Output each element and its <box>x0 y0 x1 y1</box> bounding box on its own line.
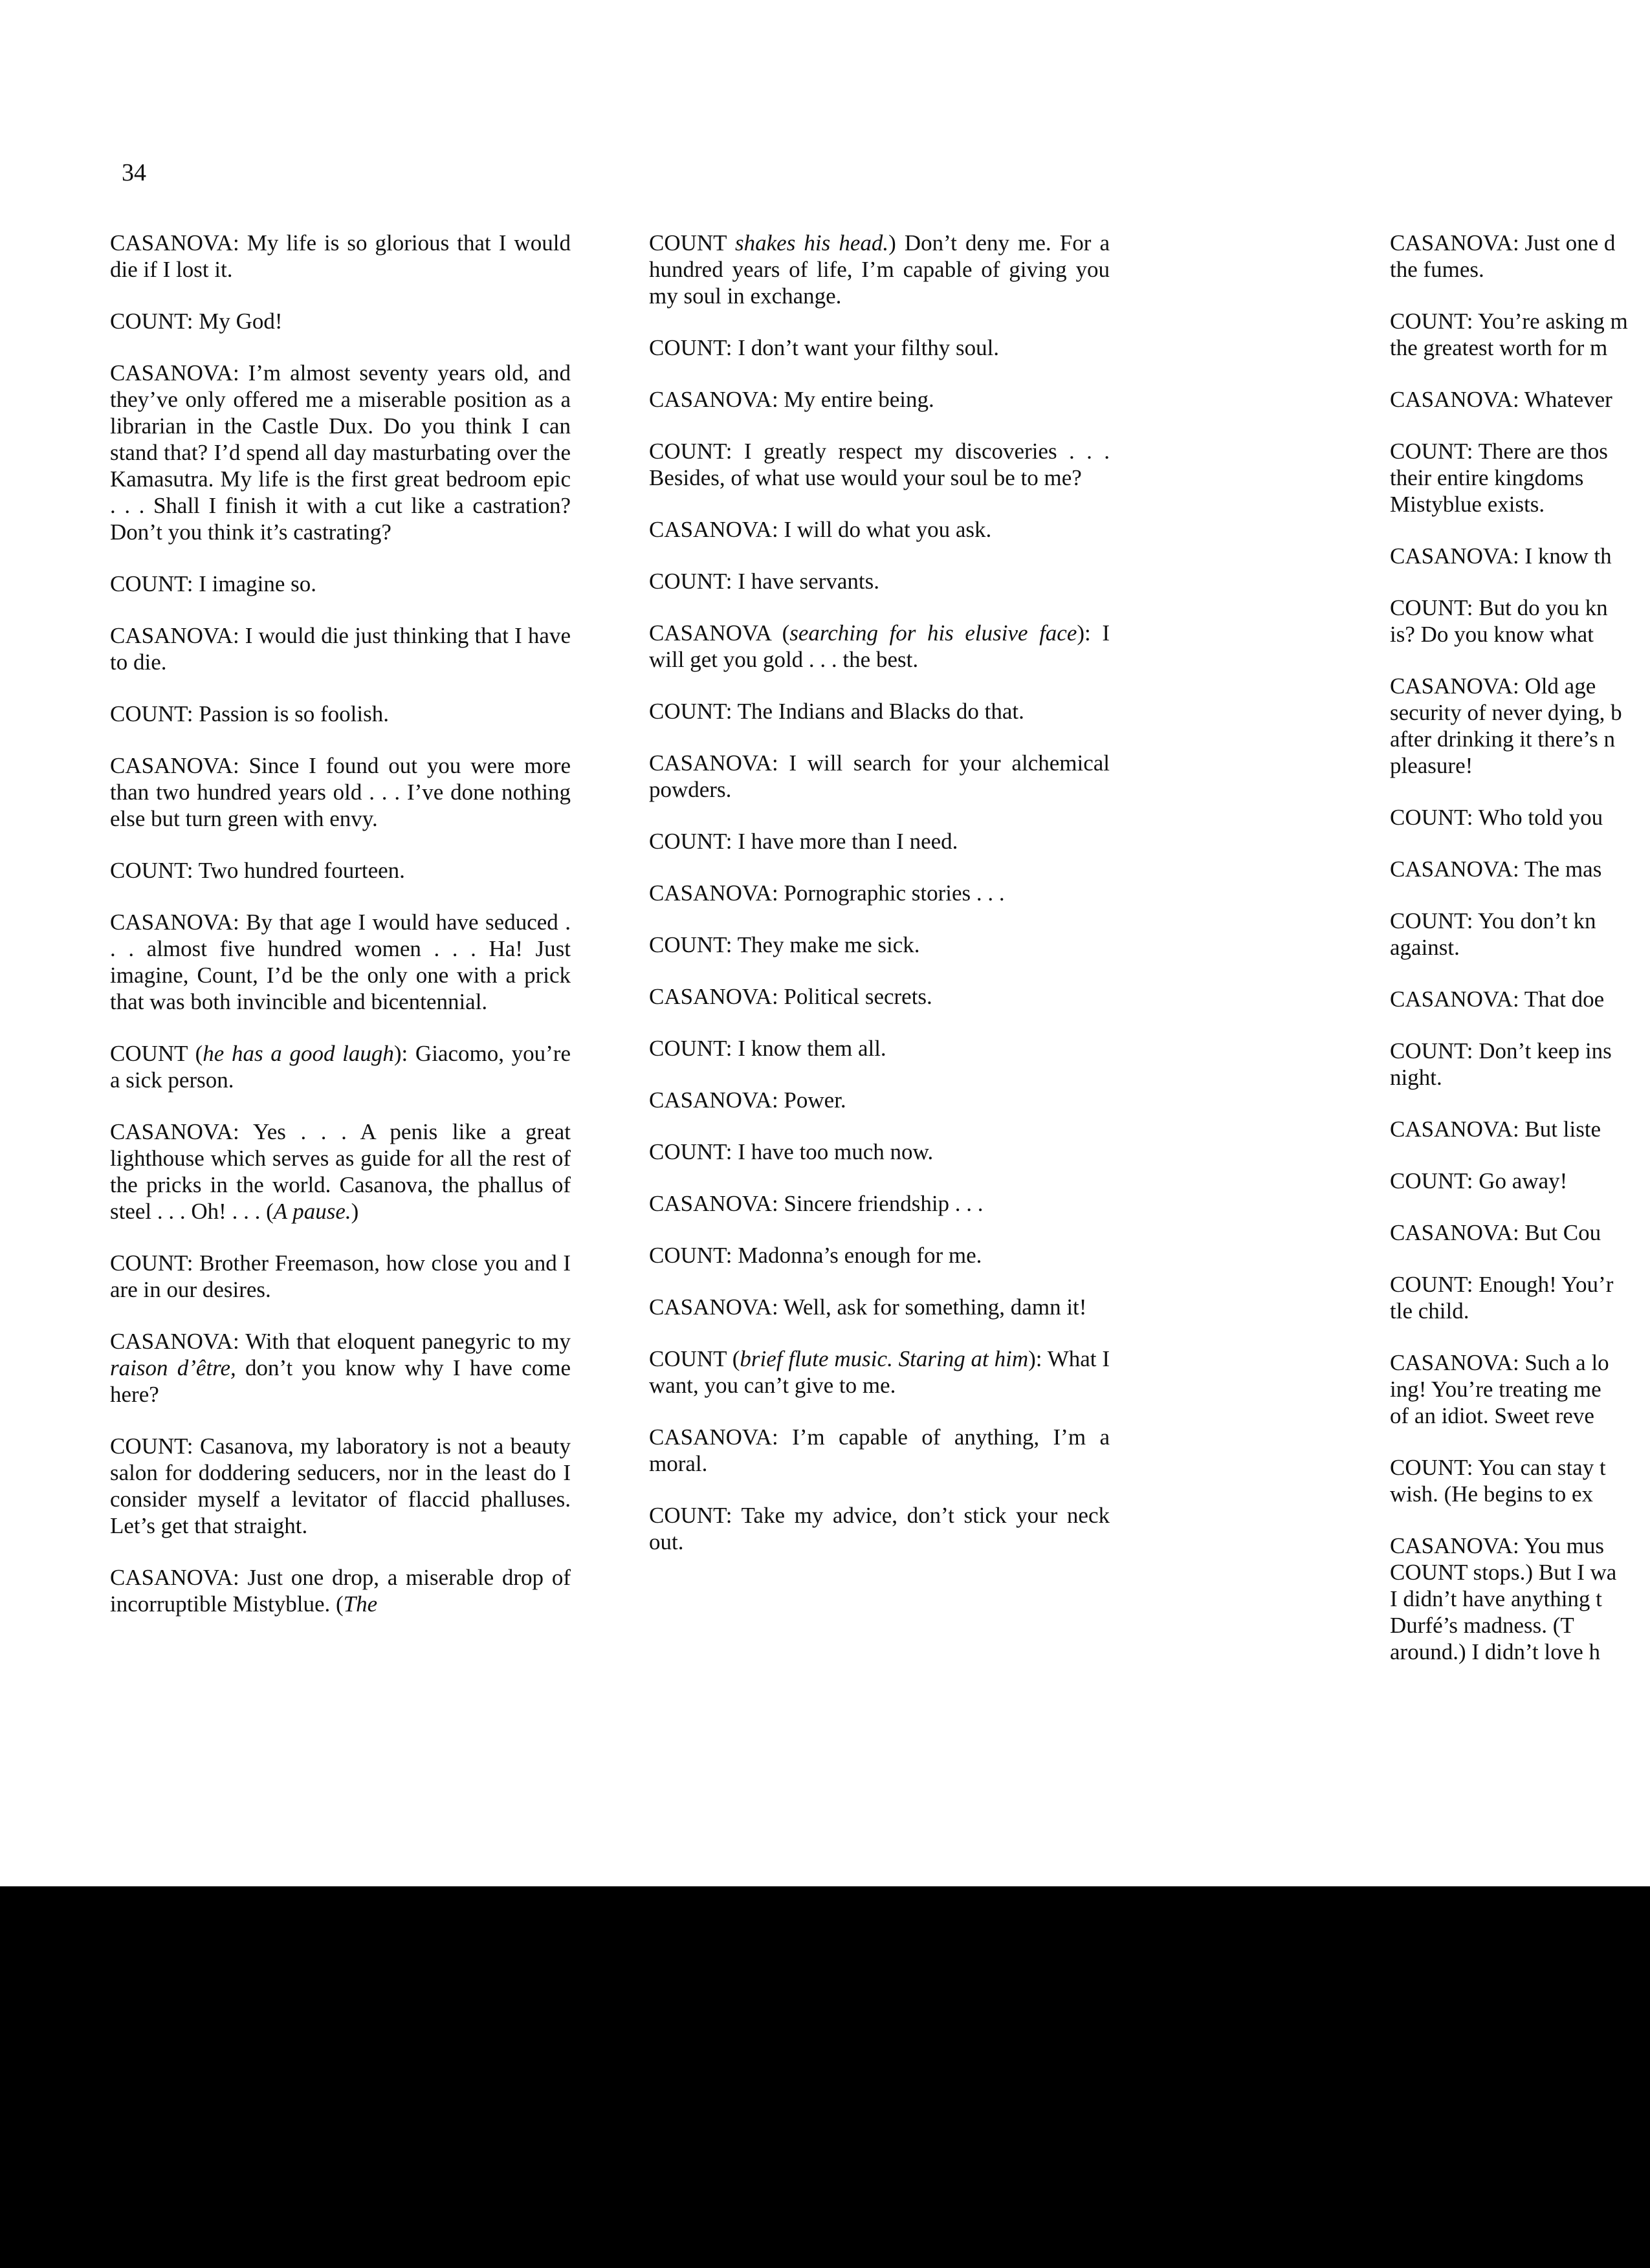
dialogue-paragraph: CASANOVA: Since I found out you were more than two hundred years old . . . I’ve done nothing else but turn green with envy. <box>110 753 571 831</box>
text-column-left <box>110 230 571 1642</box>
stage-direction: he has a good laugh <box>203 1041 394 1066</box>
text-line: COUNT: You don’t kn <box>1390 908 1596 933</box>
dialogue-paragraph: CASANOVA: Power. <box>649 1087 846 1113</box>
stage-direction: brief flute music. Staring at him <box>740 1346 1029 1371</box>
dialogue-paragraph <box>649 1346 1110 1399</box>
text-line: CASANOVA: Old age <box>1390 673 1596 699</box>
dialogue-paragraph: COUNT: I don’t want your filthy soul. <box>649 335 1000 360</box>
dialogue-paragraph-cropped <box>1390 673 1650 779</box>
text-line: COUNT: Don’t keep ins <box>1390 1038 1612 1063</box>
dialogue-paragraph: COUNT: I have servants. <box>649 569 879 594</box>
stage-direction: raison d’être, <box>110 1355 236 1380</box>
dialogue-paragraph <box>649 230 1110 309</box>
text-line: ing! You’re treating me <box>1390 1377 1601 1402</box>
dialogue-paragraph: CASANOVA: Pornographic stories . . . <box>649 880 1005 906</box>
scan-black-band <box>0 1886 1650 2268</box>
dialogue-paragraph: CASANOVA: Sincere friendship . . . <box>649 1191 984 1216</box>
text-line: COUNT stops.) But I wa <box>1390 1560 1617 1585</box>
dialogue-paragraph <box>110 1328 571 1408</box>
dialogue-paragraph: CASANOVA: I will search for your alchemical powders. <box>649 750 1110 802</box>
dialogue-paragraph-cropped <box>1390 1271 1650 1324</box>
dialogue-paragraph <box>110 1040 571 1093</box>
text-line: I didn’t have anything t <box>1390 1586 1602 1611</box>
dialogue-paragraph: COUNT: Two hundred fourteen. <box>110 858 405 883</box>
dialogue-paragraph-cropped <box>1390 856 1650 882</box>
dialogue-text: CASANOVA: With that eloquent panegyric to my <box>110 1329 571 1354</box>
text-line: is? Do you know what <box>1390 622 1594 647</box>
stage-direction: shakes his head. <box>735 230 889 256</box>
text-line: pleasure! <box>1390 753 1473 778</box>
text-line: the greatest worth for m <box>1390 335 1608 360</box>
dialogue-paragraph-cropped <box>1390 986 1650 1012</box>
page-number: 34 <box>122 159 146 186</box>
dialogue-paragraph <box>110 1564 571 1617</box>
dialogue-paragraph-cropped <box>1390 386 1650 413</box>
text-line: CASANOVA: Whatever <box>1390 387 1612 412</box>
dialogue-paragraph-cropped <box>1390 1168 1650 1194</box>
dialogue-paragraph-cropped <box>1390 1038 1650 1091</box>
text-line: security of never dying, b <box>1390 700 1622 725</box>
dialogue-paragraph <box>649 620 1110 673</box>
dialogue-text: ) Don’t deny me. For a hundred years of life, I’m capable of giving you my soul in exchange. <box>649 230 1110 309</box>
text-line: CASANOVA: That doe <box>1390 987 1605 1012</box>
text-line: their entire kingdoms <box>1390 465 1584 490</box>
dialogue-paragraph-cropped <box>1390 804 1650 831</box>
text-line: night. <box>1390 1065 1442 1090</box>
dialogue-text: CASANOVA: Just one drop, a miserable drop of incorruptible Mistyblue. ( <box>110 1565 571 1617</box>
text-line: around.) I didn’t love h <box>1390 1639 1600 1664</box>
dialogue-text: ): What I want, you can’t give to me. <box>649 1346 1110 1398</box>
text-line: the fumes. <box>1390 257 1484 282</box>
text-line: Durfé’s madness. (T <box>1390 1613 1574 1638</box>
text-line: CASANOVA: I know th <box>1390 543 1612 569</box>
dialogue-paragraph: COUNT: I have more than I need. <box>649 829 958 854</box>
dialogue-paragraph: CASANOVA: I would die just thinking that I have to die. <box>110 623 571 675</box>
text-line: CASANOVA: The mas <box>1390 856 1602 882</box>
text-line: CASANOVA: But Cou <box>1390 1220 1601 1245</box>
dialogue-paragraph-cropped <box>1390 1116 1650 1142</box>
dialogue-text: ) <box>351 1199 359 1224</box>
text-column-right-cropped <box>1390 230 1650 1690</box>
dialogue-paragraph: COUNT: The Indians and Blacks do that. <box>649 699 1024 724</box>
dialogue-paragraph: COUNT: I have too much now. <box>649 1139 934 1164</box>
dialogue-paragraph: COUNT: Casanova, my laboratory is not a beauty salon for doddering seducers, nor in the least do I consider myself a levitator of flaccid phalluses. Let’s get that straight. <box>110 1434 571 1538</box>
dialogue-paragraph: CASANOVA: My life is so glorious that I would die if I lost it. <box>110 230 571 282</box>
dialogue-text: ): Giacomo, you’re a sick person. <box>110 1041 571 1093</box>
dialogue-text: COUNT ( <box>649 1346 740 1371</box>
text-line: of an idiot. Sweet reve <box>1390 1403 1594 1428</box>
dialogue-paragraph: CASANOVA: I’m almost seventy years old, and they’ve only offered me a miserable position as a librarian in the Castle Dux. Do you think I can stand that? I’d spend all day masturbating over the Kamasutra. My life is the first great bedroom epic . . . Shall I finish it with a cut like a castration? Don’t you think it’s castrating? <box>110 360 571 545</box>
text-column-middle <box>649 230 1110 1580</box>
dialogue-paragraph-cropped <box>1390 308 1650 361</box>
dialogue-text: COUNT <box>649 230 736 256</box>
dialogue-paragraph-cropped <box>1390 1532 1650 1665</box>
dialogue-text: COUNT ( <box>110 1041 203 1066</box>
dialogue-text: don’t you know why I have come here? <box>110 1355 571 1407</box>
text-line: COUNT: There are thos <box>1390 439 1608 464</box>
text-line: CASANOVA: Such a lo <box>1390 1350 1609 1375</box>
text-line: after drinking it there’s n <box>1390 726 1615 752</box>
dialogue-paragraph: COUNT: I imagine so. <box>110 571 317 596</box>
dialogue-paragraph: COUNT: They make me sick. <box>649 932 920 957</box>
dialogue-paragraph: COUNT: Madonna’s enough for me. <box>649 1243 982 1268</box>
dialogue-text: CASANOVA ( <box>649 620 790 646</box>
dialogue-paragraph: COUNT: I know them all. <box>649 1036 886 1061</box>
text-line: CASANOVA: But liste <box>1390 1117 1601 1142</box>
dialogue-paragraph: CASANOVA: I will do what you ask. <box>649 517 992 542</box>
dialogue-paragraph-cropped <box>1390 594 1650 648</box>
dialogue-paragraph: CASANOVA: Well, ask for something, damn it! <box>649 1294 1087 1320</box>
dialogue-text: ): I will get you gold . . . the best. <box>649 620 1110 672</box>
text-line: COUNT: But do you kn <box>1390 595 1608 620</box>
dialogue-paragraph-cropped <box>1390 543 1650 569</box>
dialogue-paragraph-cropped <box>1390 1219 1650 1246</box>
dialogue-paragraph: CASANOVA: Political secrets. <box>649 984 932 1009</box>
dialogue-paragraph: CASANOVA: My entire being. <box>649 387 934 412</box>
text-line: CASANOVA: Just one d <box>1390 230 1616 256</box>
stage-direction: A pause. <box>273 1199 351 1224</box>
dialogue-text: CASANOVA: Yes . . . A penis like a great lighthouse which serves as guide for all the rest of the pricks in the world. Casanova, the phallus of steel . . . Oh! . . . ( <box>110 1119 571 1224</box>
dialogue-paragraph: CASANOVA: I’m capable of anything, I’m a moral. <box>649 1424 1110 1476</box>
stage-direction: searching for his elusive face <box>789 620 1077 646</box>
dialogue-paragraph: COUNT: Brother Freemason, how close you and I are in our desires. <box>110 1250 571 1302</box>
dialogue-paragraph-cropped <box>1390 438 1650 518</box>
dialogue-paragraph <box>110 1118 571 1225</box>
text-line: against. <box>1390 935 1460 960</box>
text-line: wish. (He begins to ex <box>1390 1481 1593 1507</box>
text-line: tle child. <box>1390 1298 1469 1324</box>
dialogue-paragraph: COUNT: I greatly respect my discoveries . . . Besides, of what use would your soul be to me? <box>649 439 1110 490</box>
text-line: Mistyblue exists. <box>1390 492 1545 517</box>
dialogue-paragraph-cropped <box>1390 1454 1650 1507</box>
text-line: COUNT: You’re asking m <box>1390 309 1628 334</box>
text-line: COUNT: You can stay t <box>1390 1455 1606 1480</box>
text-line: CASANOVA: You mus <box>1390 1533 1604 1558</box>
dialogue-paragraph: COUNT: My God! <box>110 309 283 334</box>
dialogue-paragraph-cropped <box>1390 1349 1650 1429</box>
dialogue-paragraph: CASANOVA: By that age I would have seduced . . . almost five hundred women . . . Ha! Just imagine, Count, I’d be the only one with a prick that was both invincible and bicentennial. <box>110 910 571 1014</box>
dialogue-paragraph-cropped <box>1390 908 1650 961</box>
dialogue-paragraph-cropped <box>1390 230 1650 283</box>
dialogue-paragraph: COUNT: Take my advice, don’t stick your neck out. <box>649 1503 1110 1554</box>
dialogue-paragraph: COUNT: Passion is so foolish. <box>110 701 389 726</box>
text-line: COUNT: Enough! You’r <box>1390 1272 1614 1297</box>
text-line: COUNT: Go away! <box>1390 1168 1568 1194</box>
text-line: COUNT: Who told you <box>1390 805 1603 830</box>
stage-direction: The <box>343 1591 378 1617</box>
